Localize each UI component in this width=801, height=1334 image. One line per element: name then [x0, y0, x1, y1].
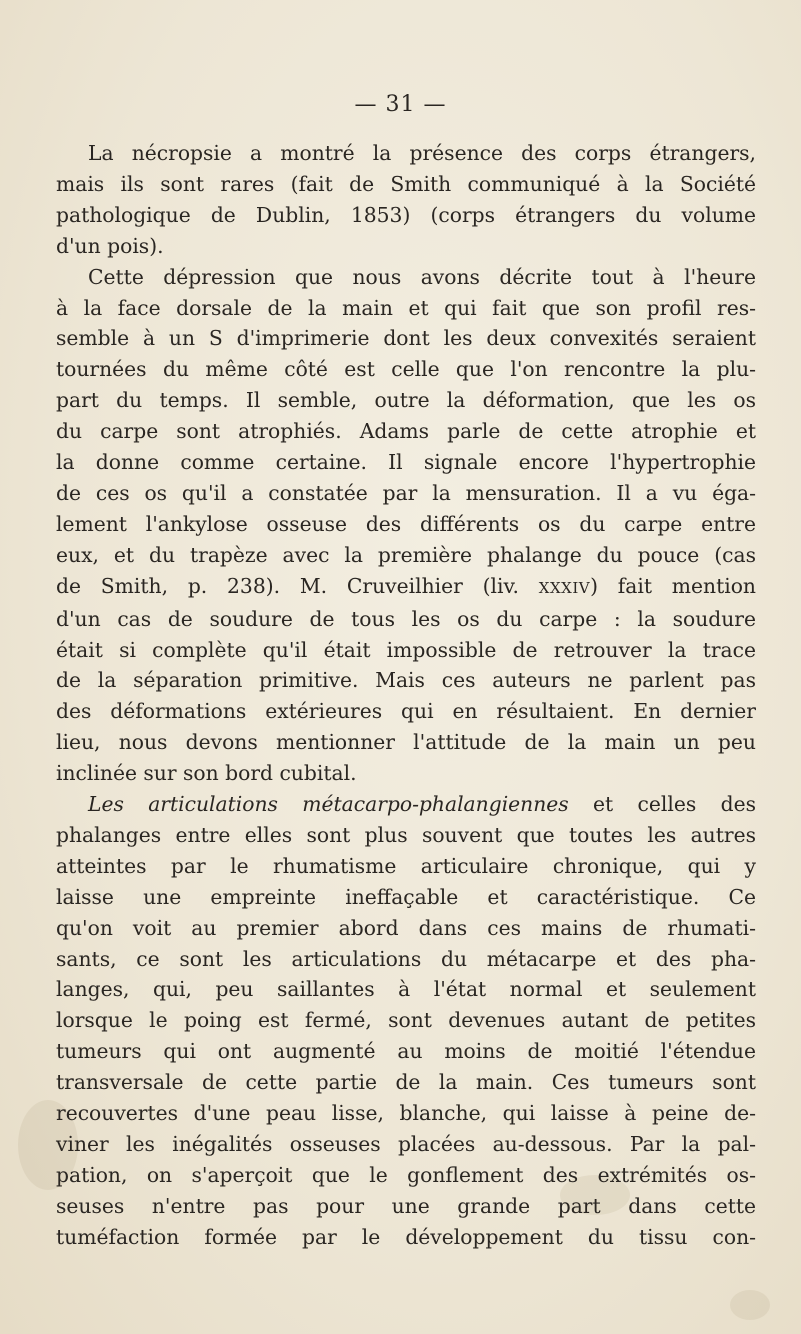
text-line: lieu, nous devons mentionner l'attitude de la main un peu [56, 730, 756, 755]
text-line: d'un cas de soudure de tous les os du carpe : la soudure [56, 606, 756, 631]
page-number: — 31 — [354, 92, 447, 117]
text-segment: ) fait mention [590, 573, 756, 598]
text-line: était si complète qu'il était impossible de retrouver la trace [56, 637, 756, 662]
text-line: eux, et du trapèze avec la première phalange du pouce (cas [56, 542, 756, 567]
text-line: du carpe sont atrophiés. Adams parle de cette atrophie et [56, 419, 756, 444]
text-line: sants, ce sont les articulations du métacarpe et des pha- [56, 946, 756, 971]
text-line: tumeurs qui ont augmenté au moins de moitié l'étendue [56, 1039, 756, 1064]
text-line: recouvertes d'une peau lisse, blanche, qui laisse à peine de- [56, 1101, 756, 1126]
text-line: La nécropsie a montré la présence des corps étrangers, [88, 141, 756, 165]
text-line: semble à un S d'imprimerie dont les deux convexités seraient [56, 326, 756, 351]
text-line: lorsque le poing est fermé, sont devenues autant de petites [56, 1008, 756, 1033]
text-line: mais ils sont rares (fait de Smith communiqué à la Société [56, 171, 756, 196]
text-line: d'un pois). [56, 233, 164, 258]
text-line [56, 789, 756, 820]
text-line [56, 571, 756, 604]
text-line: seuses n'entre pas pour une grande part dans cette [56, 1193, 756, 1218]
italic-heading: Les articulations métacarpo-phalangiennes [88, 792, 569, 817]
text-line: transversale de cette partie de la main. Ces tumeurs sont [56, 1070, 756, 1095]
text-line: inclinée sur son bord cubital. [56, 761, 357, 786]
text-line: la donne comme certaine. Il signale encore l'hypertrophie [56, 450, 756, 475]
page-body [56, 138, 756, 1253]
text-line: qu'on voit au premier abord dans ces mains de rhumati- [56, 915, 756, 940]
text-line: des déformations extérieures qui en résultaient. En dernier [56, 699, 756, 724]
text-line: part du temps. Il semble, outre la déformation, que les os [56, 388, 756, 413]
text-line: de ces os qu'il a constatée par la mensuration. Il a vu éga- [56, 480, 756, 505]
text-line: laisse une empreinte ineffaçable et caractéristique. Ce [56, 884, 756, 909]
text-line: de la séparation primitive. Mais ces auteurs ne parlent pas [56, 668, 756, 693]
book-volume-numeral: XXXIV [538, 578, 591, 597]
text-segment: et celles des [568, 792, 756, 817]
paper-stain [730, 1290, 770, 1320]
text-line: phalanges entre elles sont plus souvent que toutes les autres [56, 822, 756, 847]
text-line: Cette dépression que nous avons décrite tout à l'heure [88, 264, 756, 289]
text-line: tuméfaction formée par le développement du tissu con- [56, 1224, 756, 1249]
text-line: viner les inégalités osseuses placées au-dessous. Par la pal- [56, 1132, 756, 1156]
text-line: lement l'ankylose osseuse des différents os du carpe entre [56, 511, 756, 536]
text-line: pathologique de Dublin, 1853) (corps étrangers du volume [56, 202, 756, 227]
text-line: pation, on s'aperçoit que le gonflement des extrémités os- [56, 1162, 756, 1187]
text-line: à la face dorsale de la main et qui fait que son profil res- [56, 295, 756, 320]
text-line: tournées du même côté est celle que l'on rencontre la plu- [56, 357, 756, 382]
text-line: langes, qui, peu saillantes à l'état normal et seulement [56, 977, 756, 1002]
text-segment: de Smith, p. 238). M. Cruveilhier (liv. [56, 573, 519, 598]
text-line: atteintes par le rhumatisme articulaire chronique, qui y [56, 853, 756, 878]
